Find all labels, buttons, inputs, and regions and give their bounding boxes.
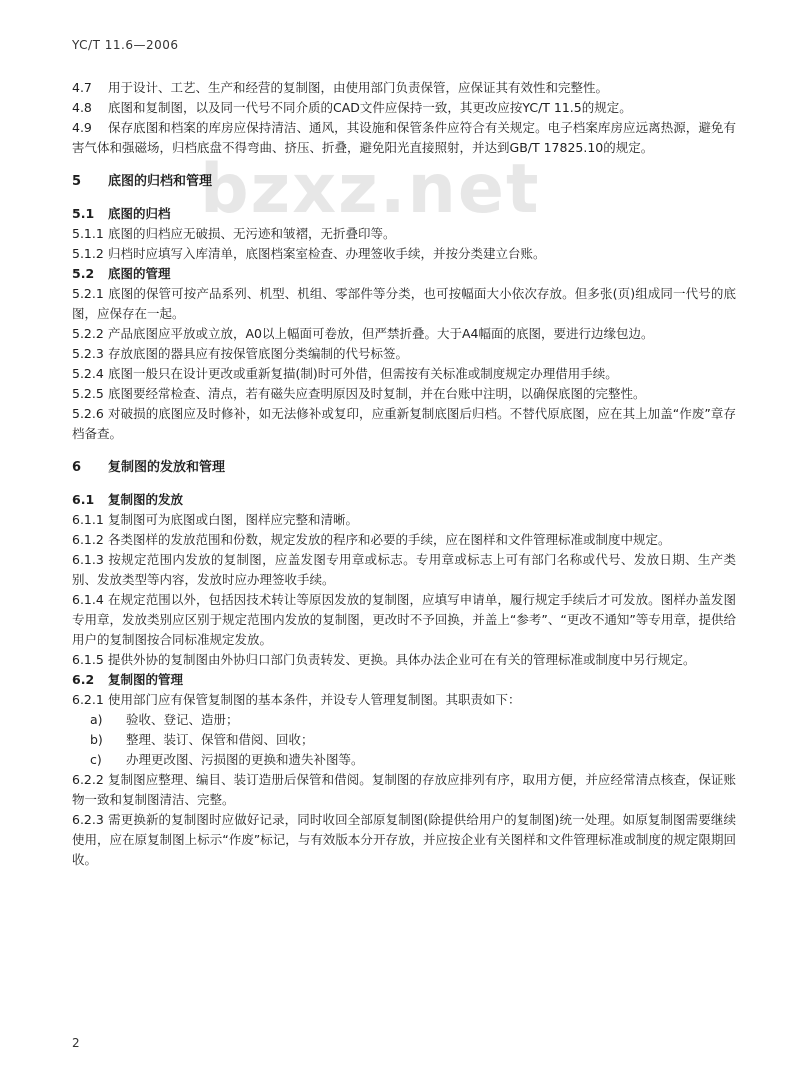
clause-number: 6.2.2 [72, 772, 104, 787]
clause-number: 6.1.3 [72, 552, 104, 567]
clause-5-1-1 [72, 224, 736, 244]
clause-5-2-1 [72, 284, 736, 324]
clause-text: 在规定范围以外，包括因技术转让等原因发放的复制图，应填写申请单，履行规定手续后才可发放。图样办盖发图专用章，发放类别应区别于规定范围内发放的复制图，更改时不予回换，并盖上“参考”、“更改不通知”等专用章，提供给用户的复制图按合同标准规定发放。 [72, 592, 736, 647]
clause-6-1-2 [72, 530, 736, 550]
clause-5-2-4 [72, 364, 736, 384]
section-number: 6 [72, 460, 82, 475]
clause-6-1-3 [72, 550, 736, 590]
clause-6-2-3 [72, 810, 736, 870]
subsection-5-2-heading [72, 264, 736, 284]
list-text: 办理更改图、污损图的更换和遗失补图等。 [126, 752, 364, 767]
clause-number: 5.2.4 [72, 366, 104, 381]
document-body [72, 78, 736, 870]
clause-5-1-2 [72, 244, 736, 264]
subsection-number: 6.1 [72, 492, 95, 507]
clause-number: 6.1.1 [72, 512, 104, 527]
clause-5-2-6 [72, 404, 736, 444]
clause-text: 复制图应整理、编目、装订造册后保管和借阅。复制图的存放应排列有序，取用方便，并应经常清点核查，保证账物一致和复制图清洁、完整。 [72, 772, 736, 807]
clause-text: 用于设计、工艺、生产和经营的复制图，由使用部门负责保管，应保证其有效性和完整性。 [108, 80, 609, 95]
clause-text: 底图和复制图，以及同一代号不同介质的CAD文件应保持一致，其更改应按YC/T 11.5的规定。 [108, 100, 632, 115]
clause-text: 提供外协的复制图由外协归口部门负责转发、更换。具体办法企业可在有关的管理标准或制度中另行规定。 [108, 652, 696, 667]
clause-text: 按规定范围内发放的复制图，应盖发图专用章或标志。专用章或标志上可有部门名称或代号、发放日期、生产类别、发放类型等内容，发放时应办理签收手续。 [72, 552, 736, 587]
section-title: 底图的归档和管理 [108, 174, 213, 189]
clause-6-2-1 [72, 690, 736, 710]
subsection-5-1-heading [72, 204, 736, 224]
section-number: 5 [72, 174, 82, 189]
clause-text: 存放底图的器具应有按保管底图分类编制的代号标签。 [108, 346, 409, 361]
clause-number: 5.1.1 [72, 226, 104, 241]
clause-6-1-5 [72, 650, 736, 670]
clause-text: 产品底图应平放或立放，A0以上幅面可卷放，但严禁折叠。大于A4幅面的底图，要进行边缘包边。 [108, 326, 654, 341]
watermark: bzxz.net [200, 150, 541, 229]
list-label: c) [90, 752, 102, 767]
clause-5-2-2 [72, 324, 736, 344]
clause-number: 5.1.2 [72, 246, 104, 261]
section-6-heading [72, 458, 736, 478]
list-item-b [72, 730, 736, 750]
section-5-heading [72, 172, 736, 192]
subsection-number: 5.2 [72, 266, 95, 281]
subsection-title: 复制图的发放 [108, 492, 184, 507]
clause-6-1-4 [72, 590, 736, 650]
subsection-6-2-heading [72, 670, 736, 690]
clause-number: 5.2.3 [72, 346, 104, 361]
clause-number: 6.1.4 [72, 592, 104, 607]
clause-5-2-3 [72, 344, 736, 364]
clause-text: 归档时应填写入库清单，底图档案室检查、办理签收手续，并按分类建立台账。 [108, 246, 546, 261]
subsection-number: 5.1 [72, 206, 95, 221]
clause-number: 4.8 [72, 100, 92, 115]
clause-6-2-2 [72, 770, 736, 810]
clause-number: 6.2.1 [72, 692, 104, 707]
clause-text: 需更换新的复制图时应做好记录，同时收回全部原复制图(除提供给用户的复制图)统一处理。如原复制图需要继续使用，应在原复制图上标示“作废”标记，与有效版本分开存放，并应按企业有关图样和文件管理标准或制度的规定限期回收。 [72, 812, 736, 867]
section-title: 复制图的发放和管理 [108, 460, 226, 475]
clause-number: 5.2.6 [72, 406, 104, 421]
clause-number: 5.2.1 [72, 286, 104, 301]
list-item-a [72, 710, 736, 730]
subsection-title: 底图的归档 [108, 206, 171, 221]
clause-text: 底图一般只在设计更改或重新复描(制)时可外借，但需按有关标准或制度规定办理借用手续。 [108, 366, 618, 381]
clause-number: 4.7 [72, 80, 92, 95]
clause-text: 使用部门应有保管复制图的基本条件，并设专人管理复制图。其职责如下： [108, 692, 521, 707]
list-label: b) [90, 732, 103, 747]
clause-text: 各类图样的发放范围和份数，规定发放的程序和必要的手续，应在图样和文件管理标准或制度中规定。 [108, 532, 671, 547]
page-number: 2 [72, 1036, 80, 1050]
clause-text: 底图要经常检查、清点，若有磁失应查明原因及时复制，并在台账中注明，以确保底图的完整性。 [108, 386, 646, 401]
clause-text: 复制图可为底图或白图，图样应完整和清晰。 [108, 512, 359, 527]
list-item-c [72, 750, 736, 770]
subsection-title: 复制图的管理 [108, 672, 184, 687]
clause-number: 6.1.2 [72, 532, 104, 547]
subsection-title: 底图的管理 [108, 266, 171, 281]
clause-number: 6.1.5 [72, 652, 104, 667]
subsection-number: 6.2 [72, 672, 95, 687]
clause-number: 5.2.5 [72, 386, 104, 401]
clause-4-8 [72, 98, 736, 118]
clause-number: 6.2.3 [72, 812, 104, 827]
clause-5-2-5 [72, 384, 736, 404]
clause-6-1-1 [72, 510, 736, 530]
clause-text: 底图的保管可按产品系列、机型、机组、零部件等分类，也可按幅面大小依次存放。但多张(页)组成同一代号的底图，应保存在一起。 [72, 286, 736, 321]
clause-text: 底图的归档应无破损、无污迹和皱褶，无折叠印等。 [108, 226, 396, 241]
clause-text: 对破损的底图应及时修补，如无法修补或复印，应重新复制底图后归档。不替代原底图，应在其上加盖“作废”章存档备查。 [72, 406, 736, 441]
list-text: 整理、装订、保管和借阅、回收； [126, 732, 314, 747]
list-text: 验收、登记、造册； [126, 712, 239, 727]
clause-number: 4.9 [72, 120, 92, 135]
clause-4-7 [72, 78, 736, 98]
list-label: a) [90, 712, 103, 727]
clause-4-9 [72, 118, 736, 158]
doc-header: YC/T 11.6—2006 [72, 38, 179, 52]
clause-text: 保存底图和档案的库房应保持清洁、通风，其设施和保管条件应符合有关规定。电子档案库房应远离热源，避免有害气体和强磁场，归档底盘不得弯曲、挤压、折叠，避免阳光直接照射，并达到GB/T 17825.10的规定。 [72, 120, 736, 155]
subsection-6-1-heading [72, 490, 736, 510]
clause-number: 5.2.2 [72, 326, 104, 341]
